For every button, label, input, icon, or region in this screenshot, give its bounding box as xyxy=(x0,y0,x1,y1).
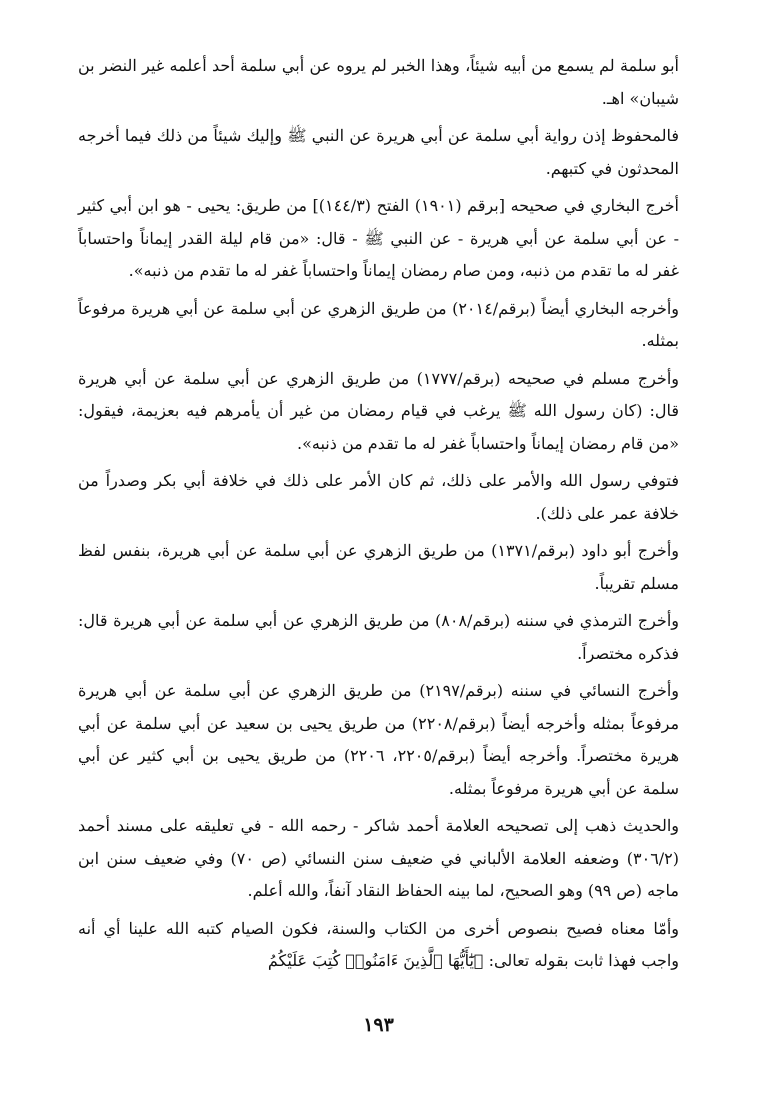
paragraph: وأخرجه البخاري أيضاً (برقم/٢٠١٤) من طريق الزهري عن أبي سلمة عن أبي هريرة مرفوعاً بمثله. xyxy=(78,298,679,350)
page-body xyxy=(78,50,679,978)
paragraph: فالمحفوظ إذن رواية أبي سلمة عن أبي هريرة عن النبي ﷺ وإليك شيئاً من ذلك فيما أخرجه المحدثون في كتبهم. xyxy=(78,126,679,178)
paragraph: والحديث ذهب إلى تصحيحه العلامة أحمد شاكر - رحمه الله - في تعليقه على مسند أحمد (٣٠٦/٢) وضعفه العلامة الألباني في ضعيف سنن النسائي (ص ٧٠) وفي ضعيف سنن ابن ماجه (ص ٩٩) وهو الصحيح، لما بينه الحفاظ النقاد آنفاً، والله أعلم. xyxy=(78,816,680,900)
page-number: ١٩٣ xyxy=(363,1014,394,1036)
paragraph: أبو سلمة لم يسمع من أبيه شيئاً، وهذا الخبر لم يروه عن أبي سلمة أحد أعلمه غير النضر بن شيبان» اهـ. xyxy=(78,56,679,108)
paragraph: أخرج البخاري في صحيحه [برقم (١٩٠١) الفتح (١٤٤/٣)] من طريق: يحيى - هو ابن أبي كثير - عن أبي سلمة عن أبي هريرة - عن النبي ﷺ - قال: «من قام ليلة القدر إيماناً واحتساباً غفر له ما تقدم من ذنبه، ومن صام رمضان إيماناً واحتساباً غفر له ما تقدم من ذنبه». xyxy=(78,196,679,280)
paragraph: وأخرج النسائي في سننه (برقم/٢١٩٧) من طريق الزهري عن أبي سلمة عن أبي هريرة مرفوعاً بمثله وأخرجه أيضاً (برقم/٢٢٠٨) من طريق يحيى بن سعيد عن أبي سلمة عن أبي هريرة مختصراً. وأخرجه أيضاً (برقم/٢٢٠٥، ٢٢٠٦) من طريق يحيى بن أبي كثير عن أبي سلمة عن أبي هريرة مرفوعاً بمثله. xyxy=(78,681,680,798)
paragraph: وأمّا معناه فصيح بنصوص أخرى من الكتاب والسنة، فكون الصيام كتبه الله علينا أي أنه واجب فهذا ثابت بقوله تعالى: ﴿يَٰٓأَيُّهَا ٱلَّذِينَ ءَامَنُوا۟ كُتِبَ عَلَيْكُمُ xyxy=(78,918,679,970)
paragraph: وأخرج الترمذي في سننه (برقم/٨٠٨) من طريق الزهري عن أبي سلمة عن أبي هريرة قال: فذكره مختصراً. xyxy=(78,611,679,663)
paragraph: فتوفي رسول الله والأمر على ذلك، ثم كان الأمر على ذلك في خلافة أبي بكر وصدراً من خلافة عمر على ذلك). xyxy=(78,471,679,523)
paragraph: وأخرج مسلم في صحيحه (برقم/١٧٧٧) من طريق الزهري عن أبي سلمة عن أبي هريرة قال: (كان رسول الله ﷺ يرغب في قيام رمضان من غير أن يأمرهم فيه بعزيمة، فيقول: «من قام رمضان إيماناً واحتساباً غفر له ما تقدم من ذنبه». xyxy=(78,368,679,453)
paragraph: وأخرج أبو داود (برقم/١٣٧١) من طريق الزهري عن أبي سلمة عن أبي هريرة، بنفس لفظ مسلم تقريباً. xyxy=(78,541,679,593)
